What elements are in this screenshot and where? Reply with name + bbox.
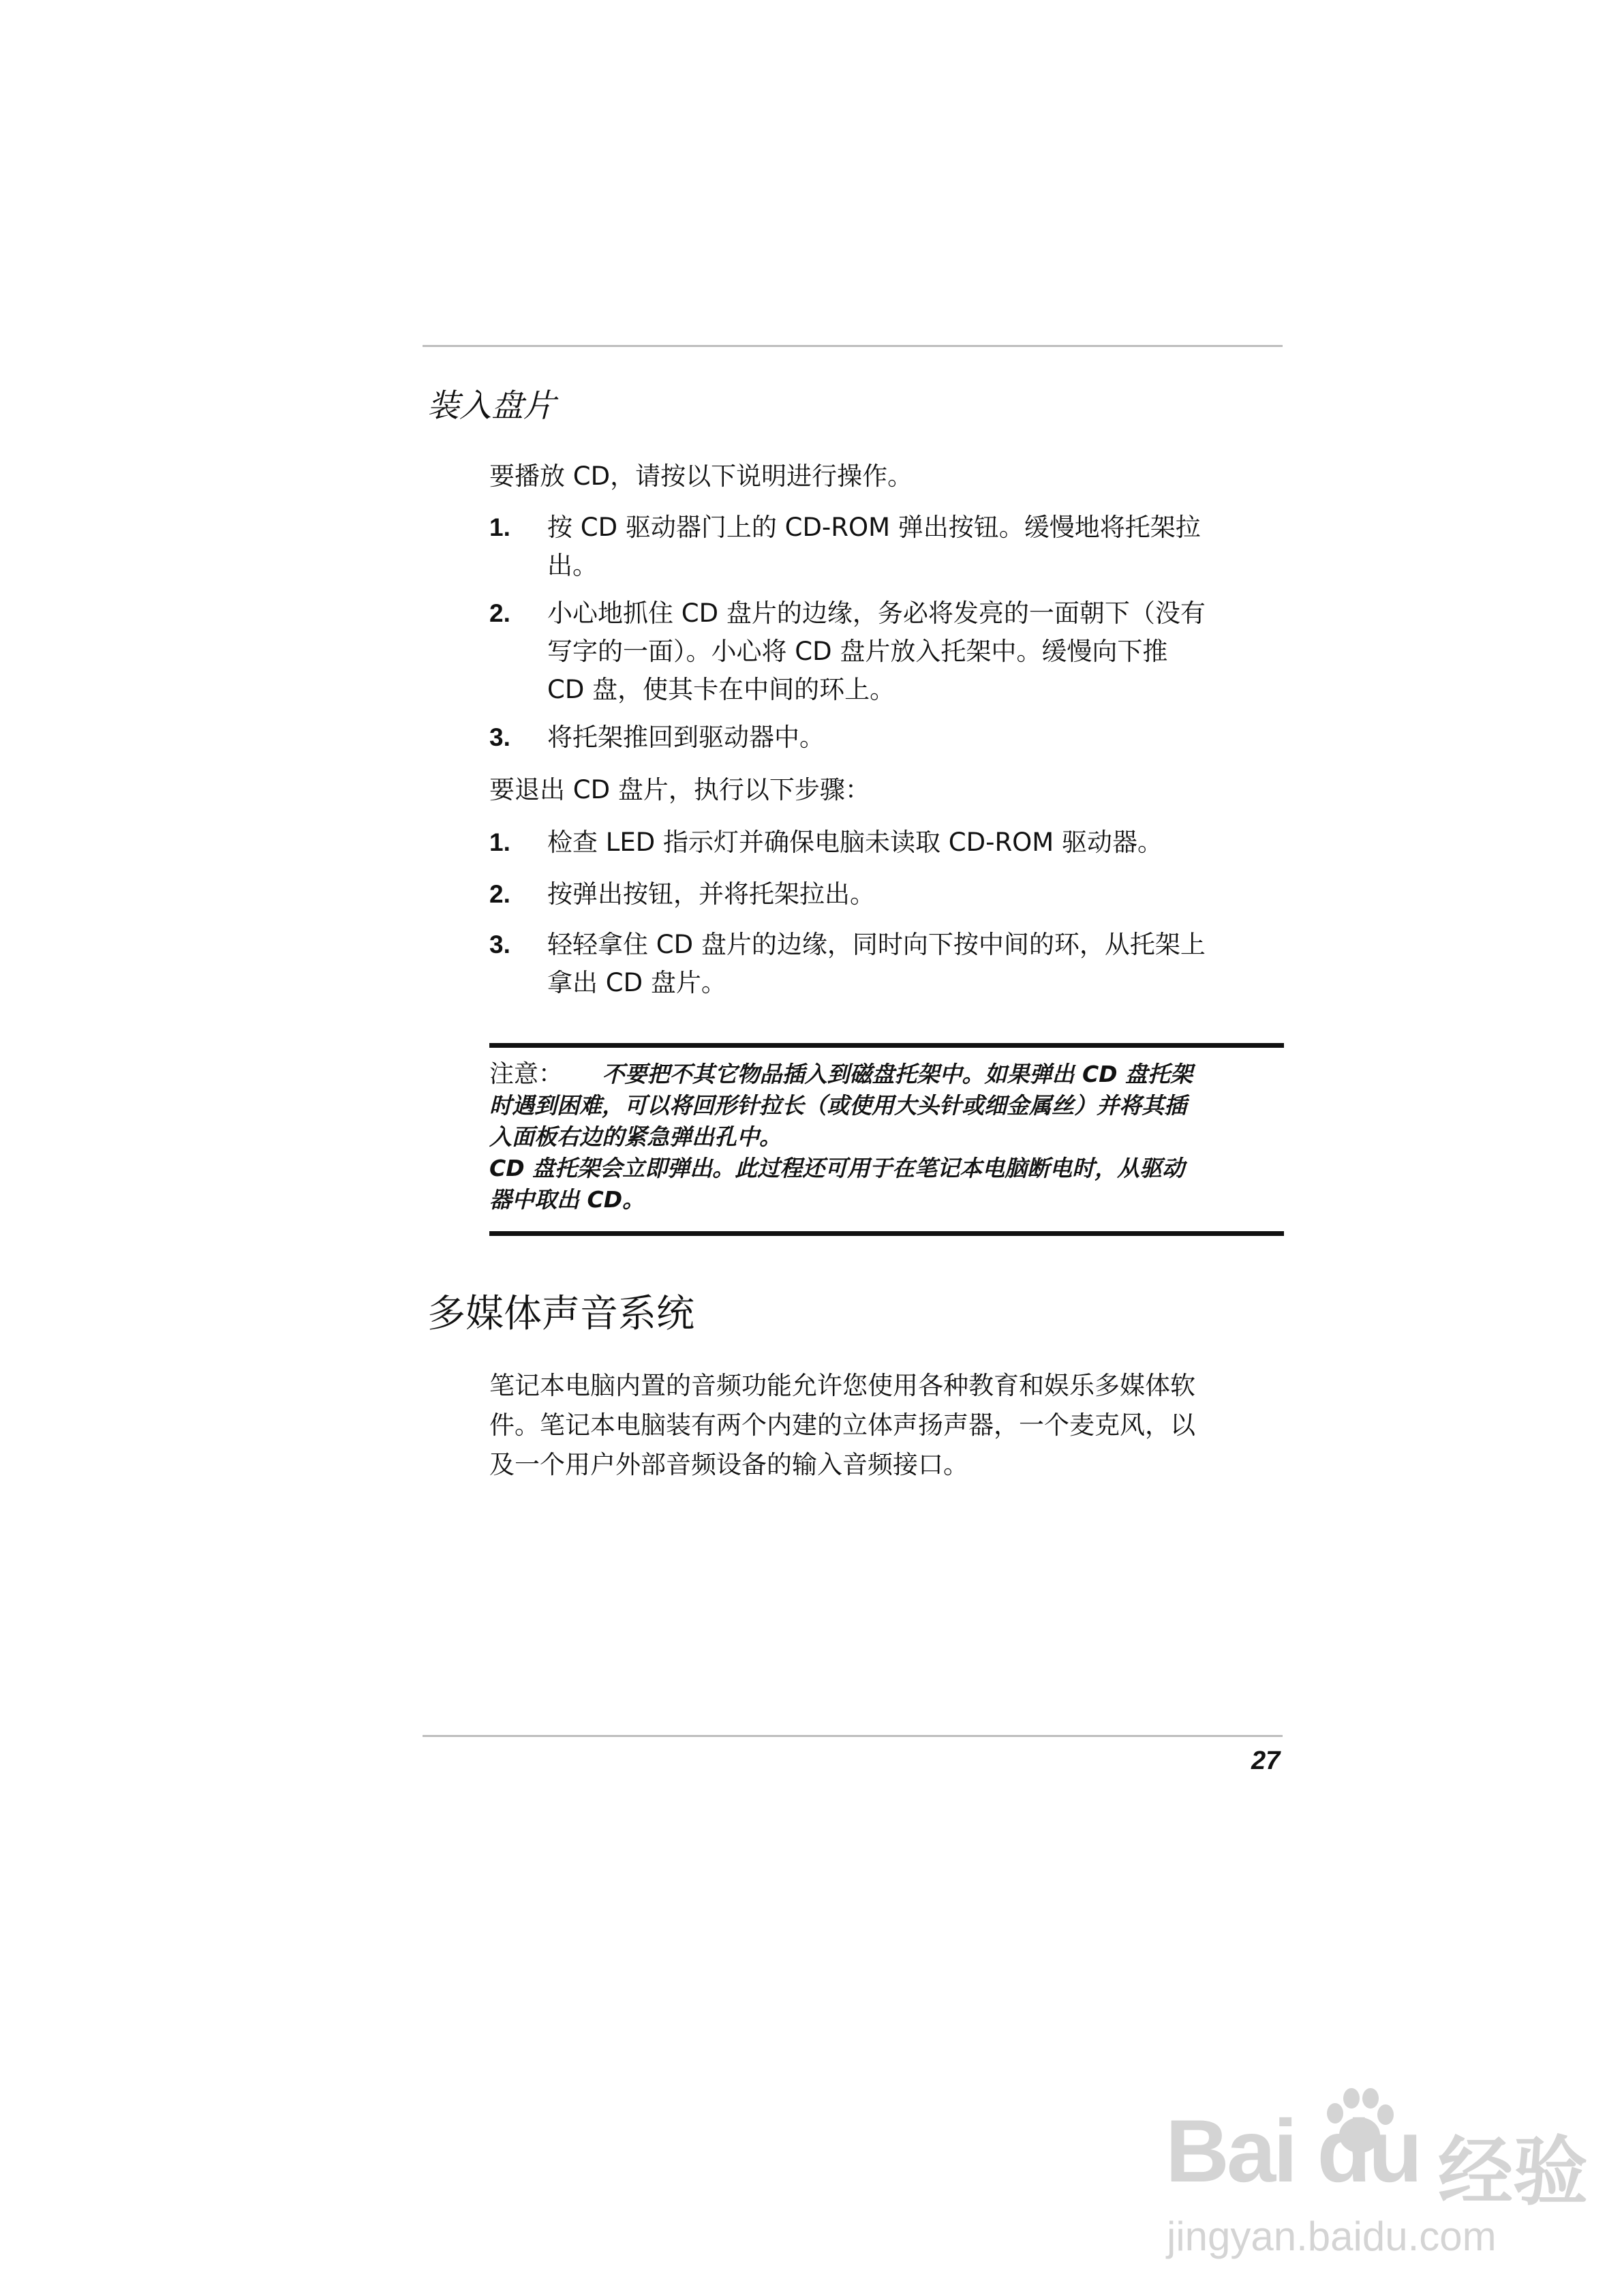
note-bottom-rule: [489, 1231, 1284, 1236]
step-text: 按 CD 驱动器门上的 CD-ROM 弹出按钮。缓慢地将托架拉 出。: [547, 513, 1201, 580]
watermark-url: jingyan.baidu.com: [1167, 2214, 1497, 2259]
multimedia-line-3: 及一个用户外部音频设备的输入音频接口。: [489, 1450, 968, 1479]
step-number: 3.: [489, 723, 510, 751]
multimedia-line-1: 笔记本电脑内置的音频功能允许您使用各种教育和娱乐多媒体软: [489, 1371, 1195, 1400]
baidu-watermark: [1152, 2093, 1602, 2277]
note-text: 不要把不其它物品插入到磁盘托架中。如果弹出 CD 盘托架 时遇到困难，可以将回形针拉长（或使用大头针或细金属丝）并将其插 入面板右边的紧急弹出孔中。 CD 盘托架会立即弹出。此过程还可用于在笔记本电脑断电时，从驱动 器中取出 CD。: [489, 1061, 1193, 1213]
footer-rule: [423, 1735, 1283, 1737]
note-top-rule: [489, 1043, 1284, 1048]
step-text: 按弹出按钮，并将托架拉出。: [547, 879, 875, 909]
step-text: 检查 LED 指示灯并确保电脑未读取 CD-ROM 驱动器。: [547, 828, 1163, 857]
jingyan-text: 经验: [1438, 2128, 1588, 2216]
heading-multimedia: 多媒体声音系统: [427, 1292, 694, 1336]
step-number: 2.: [489, 599, 510, 627]
section-title: 装入盘片: [427, 387, 555, 425]
intro-eject: 要退出 CD 盘片，执行以下步骤：: [489, 775, 870, 804]
step-text: 小心地抓住 CD 盘片的边缘，务必将发亮的一面朝下（没有 写字的一面）。小心将 CD 盘片放入托架中。缓慢向下推 CD 盘，使其卡在中间的环上。: [547, 599, 1206, 704]
header-rule: [423, 345, 1283, 347]
note-box: [489, 1059, 1287, 1215]
note-label: 注意：: [489, 1060, 564, 1088]
step-number: 1.: [489, 828, 510, 856]
baidu-logo: Bai du: [1165, 2101, 1420, 2201]
step-text: 将托架推回到驱动器中。: [547, 723, 825, 752]
step-number: 3.: [489, 931, 510, 958]
intro-load: 要播放 CD，请按以下说明进行操作。: [489, 462, 913, 491]
step-number: 1.: [489, 513, 510, 541]
page-number: 27: [1251, 1747, 1281, 1775]
step-number: 2.: [489, 880, 510, 908]
multimedia-line-2: 件。笔记本电脑装有两个内建的立体声扬声器，一个麦克风，以: [489, 1410, 1195, 1440]
step-text: 轻轻拿住 CD 盘片的边缘，同时向下按中间的环，从托架上 拿出 CD 盘片。: [547, 930, 1206, 997]
